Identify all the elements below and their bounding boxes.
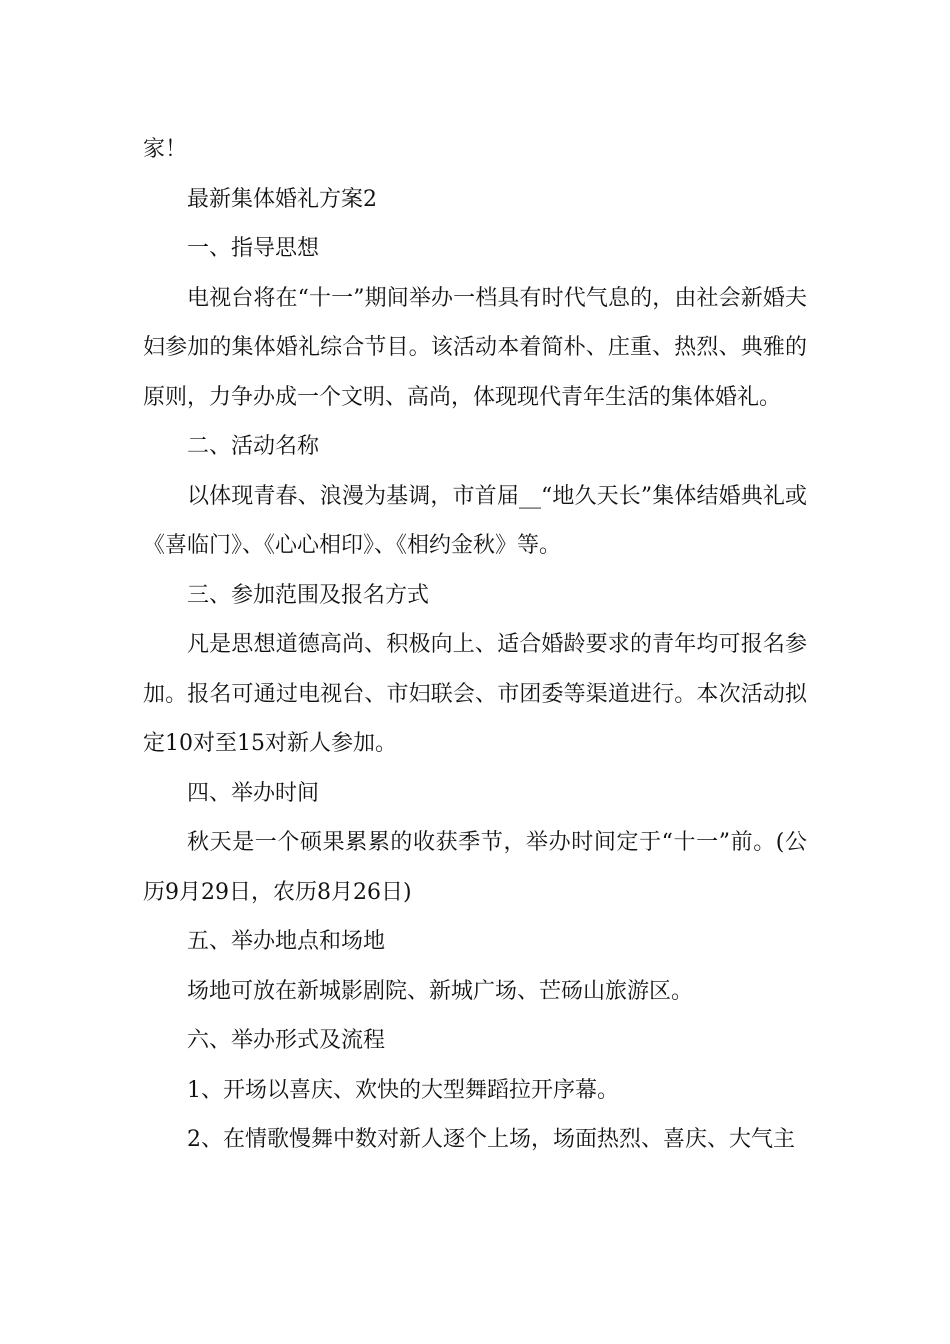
- paragraph-venue: 场地可放在新城影剧院、新城广场、芒砀山旅游区。: [187, 978, 694, 1004]
- list-item-1: 1、开场以喜庆、欢快的大型舞蹈拉开序幕。: [187, 1077, 619, 1103]
- section-title: 最新集体婚礼方案2: [187, 186, 377, 212]
- paragraph-guiding-ideology: 电视台将在“十一”期间举办一档具有时代气息的，由社会新婚夫妇参加的集体婚礼综合节目。该活动本着简朴、庄重、热烈、典雅的原则，力争办成一个文明、高尚，体现现代青年生活的集体婚礼。: [143, 285, 807, 410]
- paragraph-participation-registration: 凡是思想道德高尚、积极向上、适合婚龄要求的青年均可报名参加。报名可通过电视台、市妇联会、市团委等渠道进行。本次活动拟定10对至15对新人参加。: [143, 632, 807, 756]
- heading-guiding-ideology: 一、指导思想: [187, 236, 320, 261]
- heading-format-process: 六、举办形式及流程: [187, 1028, 386, 1053]
- heading-venue: 五、举办地点和场地: [187, 929, 386, 954]
- document-body: [143, 125, 807, 1165]
- paragraph-continuation: 家！: [143, 137, 188, 162]
- heading-participation-registration: 三、参加范围及报名方式: [187, 582, 430, 608]
- heading-event-time: 四、举办时间: [187, 780, 320, 806]
- paragraph-event-time: 秋天是一个硕果累累的收获季节，举办时间定于“十一”前。(公历9月29日，农历8月26日): [143, 830, 807, 905]
- paragraph-activity-name: 以体现青春、浪漫为基调，市首届__“地久天长”集体结婚典礼或《喜临门》、《心心相印》、《相约金秋》等。: [143, 483, 807, 558]
- heading-activity-name: 二、活动名称: [187, 434, 320, 459]
- list-item-2: 2、在情歌慢舞中数对新人逐个上场，场面热烈、喜庆、大气主: [187, 1127, 795, 1152]
